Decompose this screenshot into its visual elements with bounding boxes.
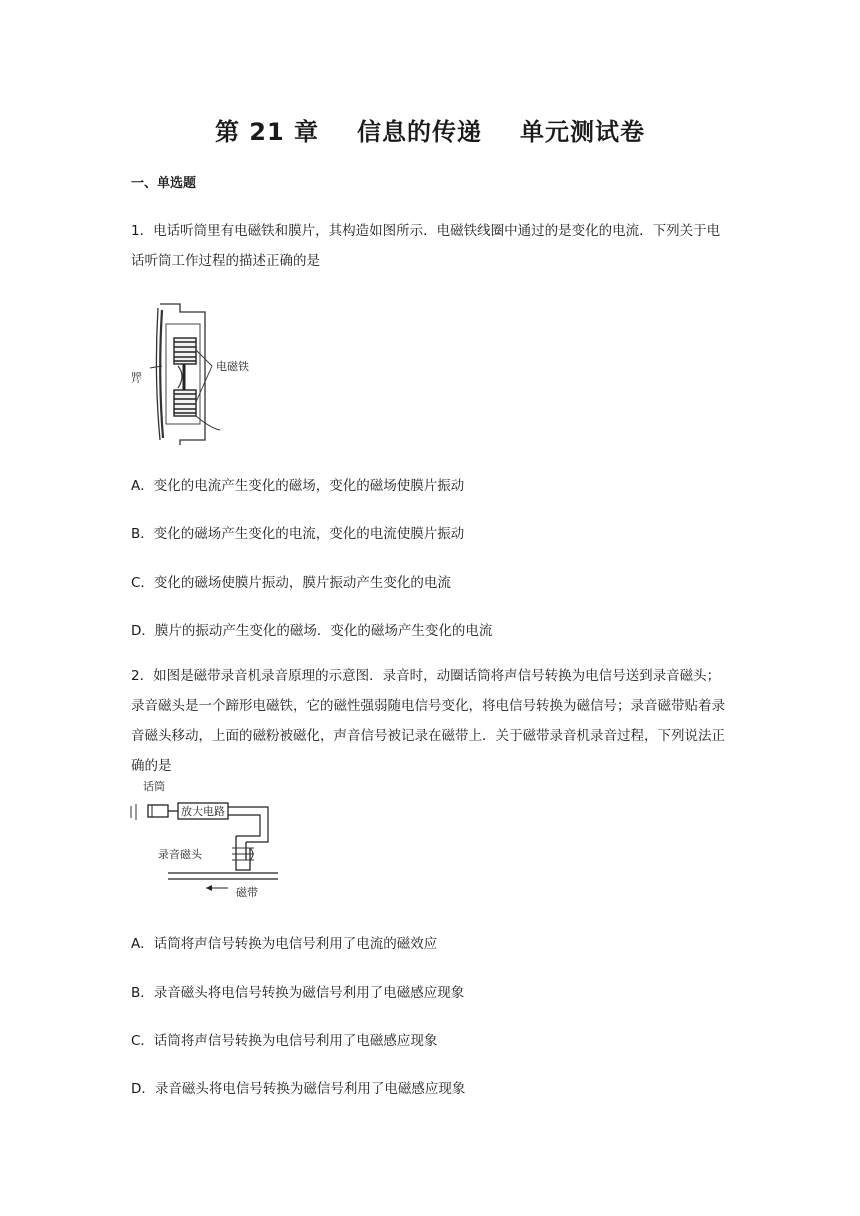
label-tape: 磁带 [236,886,258,899]
question-1-option-a[interactable]: A．变化的电流产生变化的磁场，变化的磁场使膜片振动 [131,478,465,494]
tape-recorder-figure [128,778,308,903]
question-2-stem: 2．如图是磁带录音机录音原理的示意图．录音时，动圈话筒将声信号转换为电信号送到录音磁头；录音磁头是一个蹄形电磁铁，它的磁性强弱随电信号变化，将电信号转换为磁信号；录音磁带贴着录音磁头移动，上面的磁粉被磁化，声音信号被记录在磁带上．关于磁带录音机录音过程，下列说法正确的是 [131,668,725,774]
telephone-receiver-figure [130,300,265,445]
question-2-option-b[interactable]: B．录音磁头将电信号转换为磁信号利用了电磁感应现象 [131,985,465,1001]
label-mic: 话筒 [143,780,165,793]
question-1-option-d[interactable]: D．膜片的振动产生变化的磁场．变化的磁场产生变化的电流 [131,623,493,639]
title-chapter: 第 21 章 [214,118,320,146]
title-kind: 单元测试卷 [520,118,646,146]
question-1-option-b[interactable]: B．变化的磁场产生变化的电流，变化的电流使膜片振动 [131,526,465,542]
question-2-option-a[interactable]: A．话筒将声信号转换为电信号利用了电流的磁效应 [131,936,438,952]
question-1-stem: 1．电话听筒里有电磁铁和膜片，其构造如图所示．电磁铁线圈中通过的是变化的电流．下列关于电话听筒工作过程的描述正确的是 [131,223,721,269]
page-title [0,112,860,147]
question-2-option-d[interactable]: D．录音磁头将电信号转换为磁信号利用了电磁感应现象 [131,1081,466,1097]
question-1-option-c[interactable]: C．变化的磁场使膜片振动，膜片振动产生变化的电流 [131,575,451,591]
label-membrane-1: 膜片 [130,372,143,394]
title-topic: 信息的传递 [357,118,483,146]
label-electromagnet: 电磁铁 [216,360,249,373]
label-amplifier: 放大电路 [181,805,225,818]
label-head: 录音磁头 [158,848,202,861]
question-2-option-c[interactable]: C．话筒将声信号转换为电信号利用了电磁感应现象 [131,1033,438,1049]
section-heading: 一、单选题 [131,176,197,191]
